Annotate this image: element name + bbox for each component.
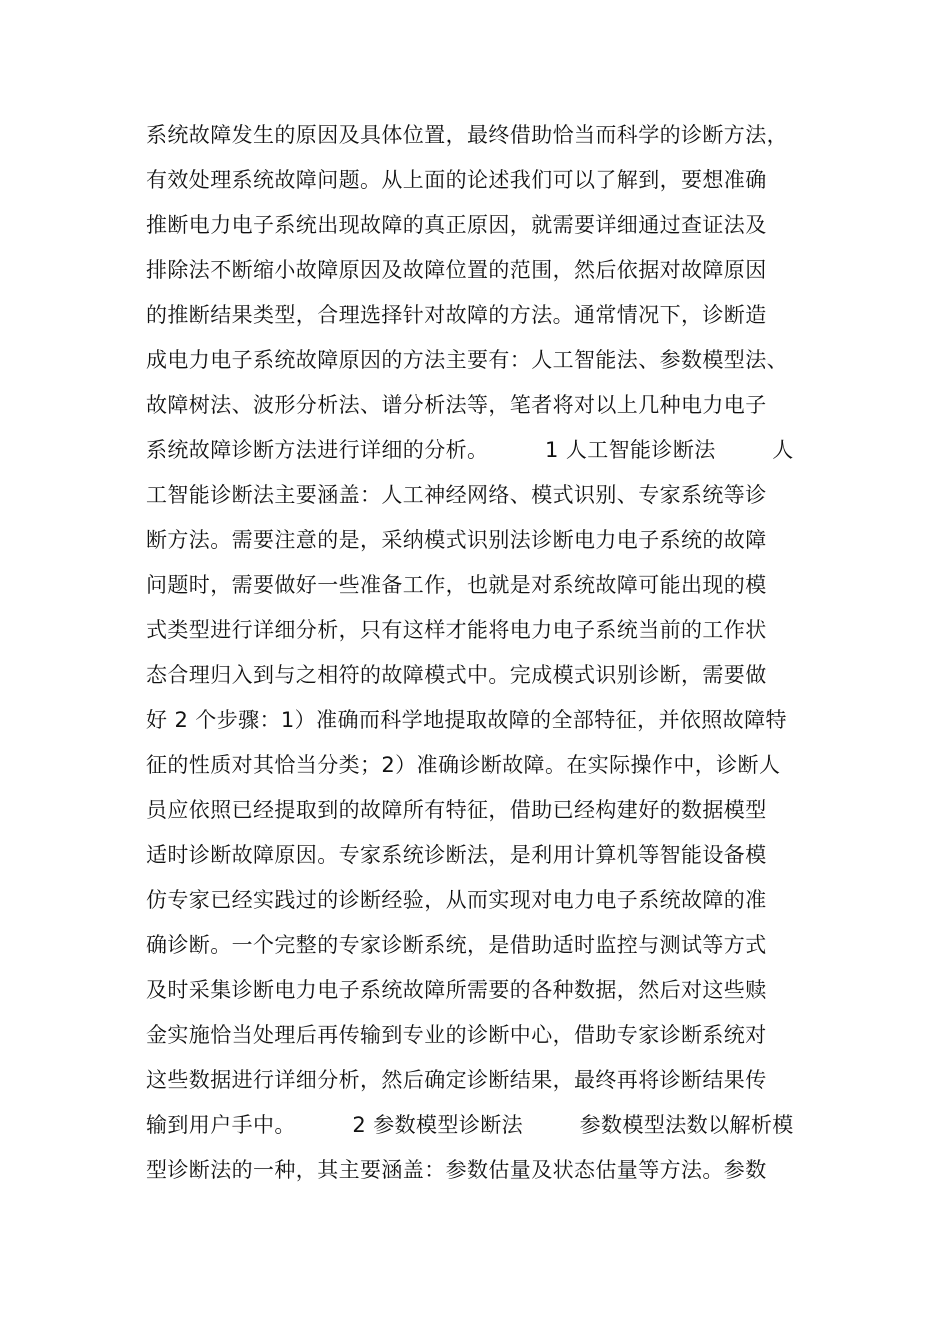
body-text-line: 态合理归入到与之相符的故障模式中。完成模式识别诊断，需要做 <box>146 663 767 687</box>
body-text-line: 成电力电子系统故障原因的方法主要有：人工智能法、参数模型法、 <box>146 348 788 372</box>
body-text-line: 适时诊断故障原因。专家系统诊断法，是利用计算机等智能设备模 <box>146 843 767 867</box>
body-text-line: 系统故障诊断方法进行详细的分析。 1 人工智能诊断法 人 <box>146 438 794 462</box>
body-text-line: 这些数据进行详细分析，然后确定诊断结果，最终再将诊断结果传 <box>146 1068 767 1092</box>
body-text-line: 工智能诊断法主要涵盖：人工神经网络、模式识别、专家系统等诊 <box>146 483 767 507</box>
body-text-line: 金实施恰当处理后再传输到专业的诊断中心，借助专家诊断系统对 <box>146 1023 767 1047</box>
body-text-line: 的推断结果类型，合理选择针对故障的方法。通常情况下，诊断造 <box>146 303 767 327</box>
body-text-line: 断方法。需要注意的是，采纳模式识别法诊断电力电子系统的故障 <box>146 528 767 552</box>
body-text-line: 确诊断。一个完整的专家诊断系统，是借助适时监控与测试等方式 <box>146 933 767 957</box>
body-text-line: 及时采集诊断电力电子系统故障所需要的各种数据，然后对这些赎 <box>146 978 767 1002</box>
body-text-line: 输到用户手中。 2 参数模型诊断法 参数模型法数以解析模 <box>146 1113 794 1137</box>
body-text-line: 员应依照已经提取到的故障所有特征，借助已经构建好的数据模型 <box>146 798 767 822</box>
body-text-line: 排除法不断缩小故障原因及故障位置的范围，然后依据对故障原因 <box>146 258 767 282</box>
body-text-line: 征的性质对其恰当分类；2）准确诊断故障。在实际操作中，诊断人 <box>146 753 781 777</box>
body-text-line: 推断电力电子系统出现故障的真正原因，就需要详细通过查证法及 <box>146 213 767 237</box>
body-text-line: 有效处理系统故障问题。从上面的论述我们可以了解到，要想准确 <box>146 168 767 192</box>
body-text-line: 系统故障发生的原因及具体位置，最终借助恰当而科学的诊断方法， <box>146 123 788 147</box>
body-text-line: 型诊断法的一种，其主要涵盖：参数估量及状态估量等方法。参数 <box>146 1158 767 1182</box>
body-text-line: 式类型进行详细分析，只有这样才能将电力电子系统当前的工作状 <box>146 618 767 642</box>
body-text-line: 仿专家已经实践过的诊断经验，从而实现对电力电子系统故障的准 <box>146 888 767 912</box>
body-text-line: 故障树法、波形分析法、谱分析法等，笔者将对以上几种电力电子 <box>146 393 767 417</box>
body-text-line: 好 2 个步骤：1）准确而科学地提取故障的全部特征，并依照故障特 <box>146 708 787 732</box>
body-text-line: 问题时，需要做好一些准备工作，也就是对系统故障可能出现的模 <box>146 573 767 597</box>
